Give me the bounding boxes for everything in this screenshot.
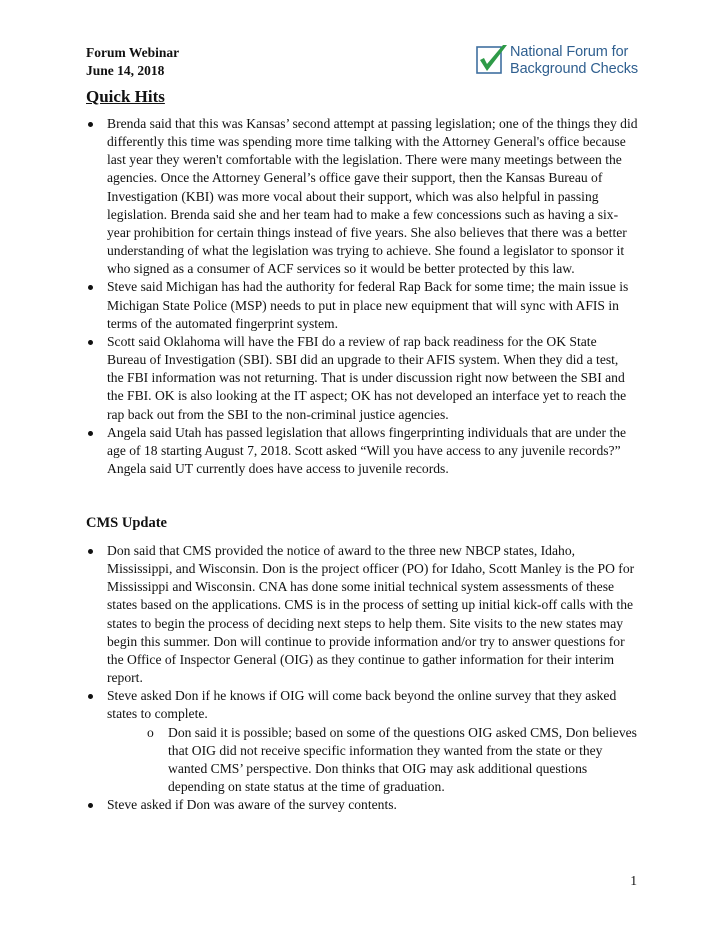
list-item-text: Steve asked if Don was aware of the survey contents. (107, 797, 397, 813)
list-item (86, 796, 638, 814)
header-title: Forum Webinar (86, 45, 180, 60)
sub-bullet-marker: o (147, 724, 154, 740)
bullet-icon (88, 431, 93, 436)
sub-list-item-text: Don said it is possible; based on some of the questions OIG asked CMS, Don believes that OIG did not receive specific information they wanted from the state or they wanted CMS’ perspective. Don thinks that OIG may ask additional questions depending on state status at the time of graduation. (168, 724, 637, 795)
list-item-text: Steve asked Don if he knows if OIG will come back beyond the online survey that they asked states to complete. (107, 688, 617, 722)
list-item (86, 687, 638, 796)
cms-update-heading: CMS Update (86, 515, 167, 531)
list-item-text: Scott said Oklahoma will have the FBI do a review of rap back readiness for the OK State Bureau of Investigation (SBI). SBI did an upgrade to their AFIS system. When they did a test, the FBI information was not returning. That is under discussion right now between the SBI and the FBI. OK is also looking at the IT aspect; OK has not developed an interface yet to reach the rap back out from the SBI to the non-criminal justice agencies. (107, 333, 627, 422)
forum-logo (476, 42, 646, 82)
list-item (86, 424, 638, 478)
checkmark-icon (476, 42, 512, 82)
list-item (86, 115, 638, 278)
list-item-text: Steve said Michigan has had the authority for federal Rap Back for some time; the main issue is Michigan State Police (MSP) needs to put in place new equipment that will sync with AFIS in terms of the automated fingerprint system. (107, 279, 629, 331)
bullet-icon (88, 122, 93, 127)
list-item-text: Angela said Utah has passed legislation that allows fingerprinting individuals that are under the age of 18 starting August 7, 2018. Scott asked “Will you have access to any juvenile records?” Angela said UT currently does have access to juvenile records. (107, 424, 627, 476)
logo-line-2: Background Checks (510, 61, 639, 77)
list-item-text: Brenda said that this was Kansas’ second attempt at passing legislation; one of the things they did differently this time was spending more time talking with the Attorney General's office because last year they weren't comfortable with the legislation. There were many meetings between the agencies. Once the Attorney General’s office gave their support, then the Kansas Bureau of Investigation (KBI) was more vocal about their support, which was also helpful in passing legislation. Brenda said she and her team had to make a few concessions such as having a six-year prohibition for certain things instead of five years. She also believes that there was a better understanding of what the legislation was trying to achieve. She found a legislator to sponsor it who signed as a consumer of ACF services so it would be better protected by this law. (107, 116, 638, 277)
bullet-icon (88, 694, 93, 699)
list-item (86, 333, 638, 424)
quick-hits-list (86, 115, 638, 478)
list-item (86, 542, 638, 687)
cms-update-list (86, 542, 638, 814)
bullet-icon (88, 340, 93, 345)
sub-list-item (107, 724, 638, 797)
logo-line-1: National Forum for (510, 44, 629, 60)
list-item-text: Don said that CMS provided the notice of award to the three new NBCP states, Idaho, Mississippi, and Wisconsin. Don is the project officer (PO) for Idaho, Scott Manley is the PO for Mississippi and Wisconsin. CNA has done some initial technical system assessments of these states based on the applications. CMS is in the process of setting up initial kick-off calls with the states to begin the process of deciding next steps to help them. Site visits to the new states may begin this summer. Don will continue to provide information and/or try to answer questions for the Office of Inspector General (OIG) as they continue to gather information for their interim report. (107, 543, 635, 686)
bullet-icon (88, 549, 93, 554)
header-date: June 14, 2018 (86, 63, 165, 78)
bullet-icon (88, 285, 93, 290)
list-item (86, 278, 638, 332)
bullet-icon (88, 803, 93, 808)
page-number: 1 (630, 873, 637, 888)
quick-hits-heading: Quick Hits (86, 87, 165, 106)
document-header (86, 44, 179, 80)
